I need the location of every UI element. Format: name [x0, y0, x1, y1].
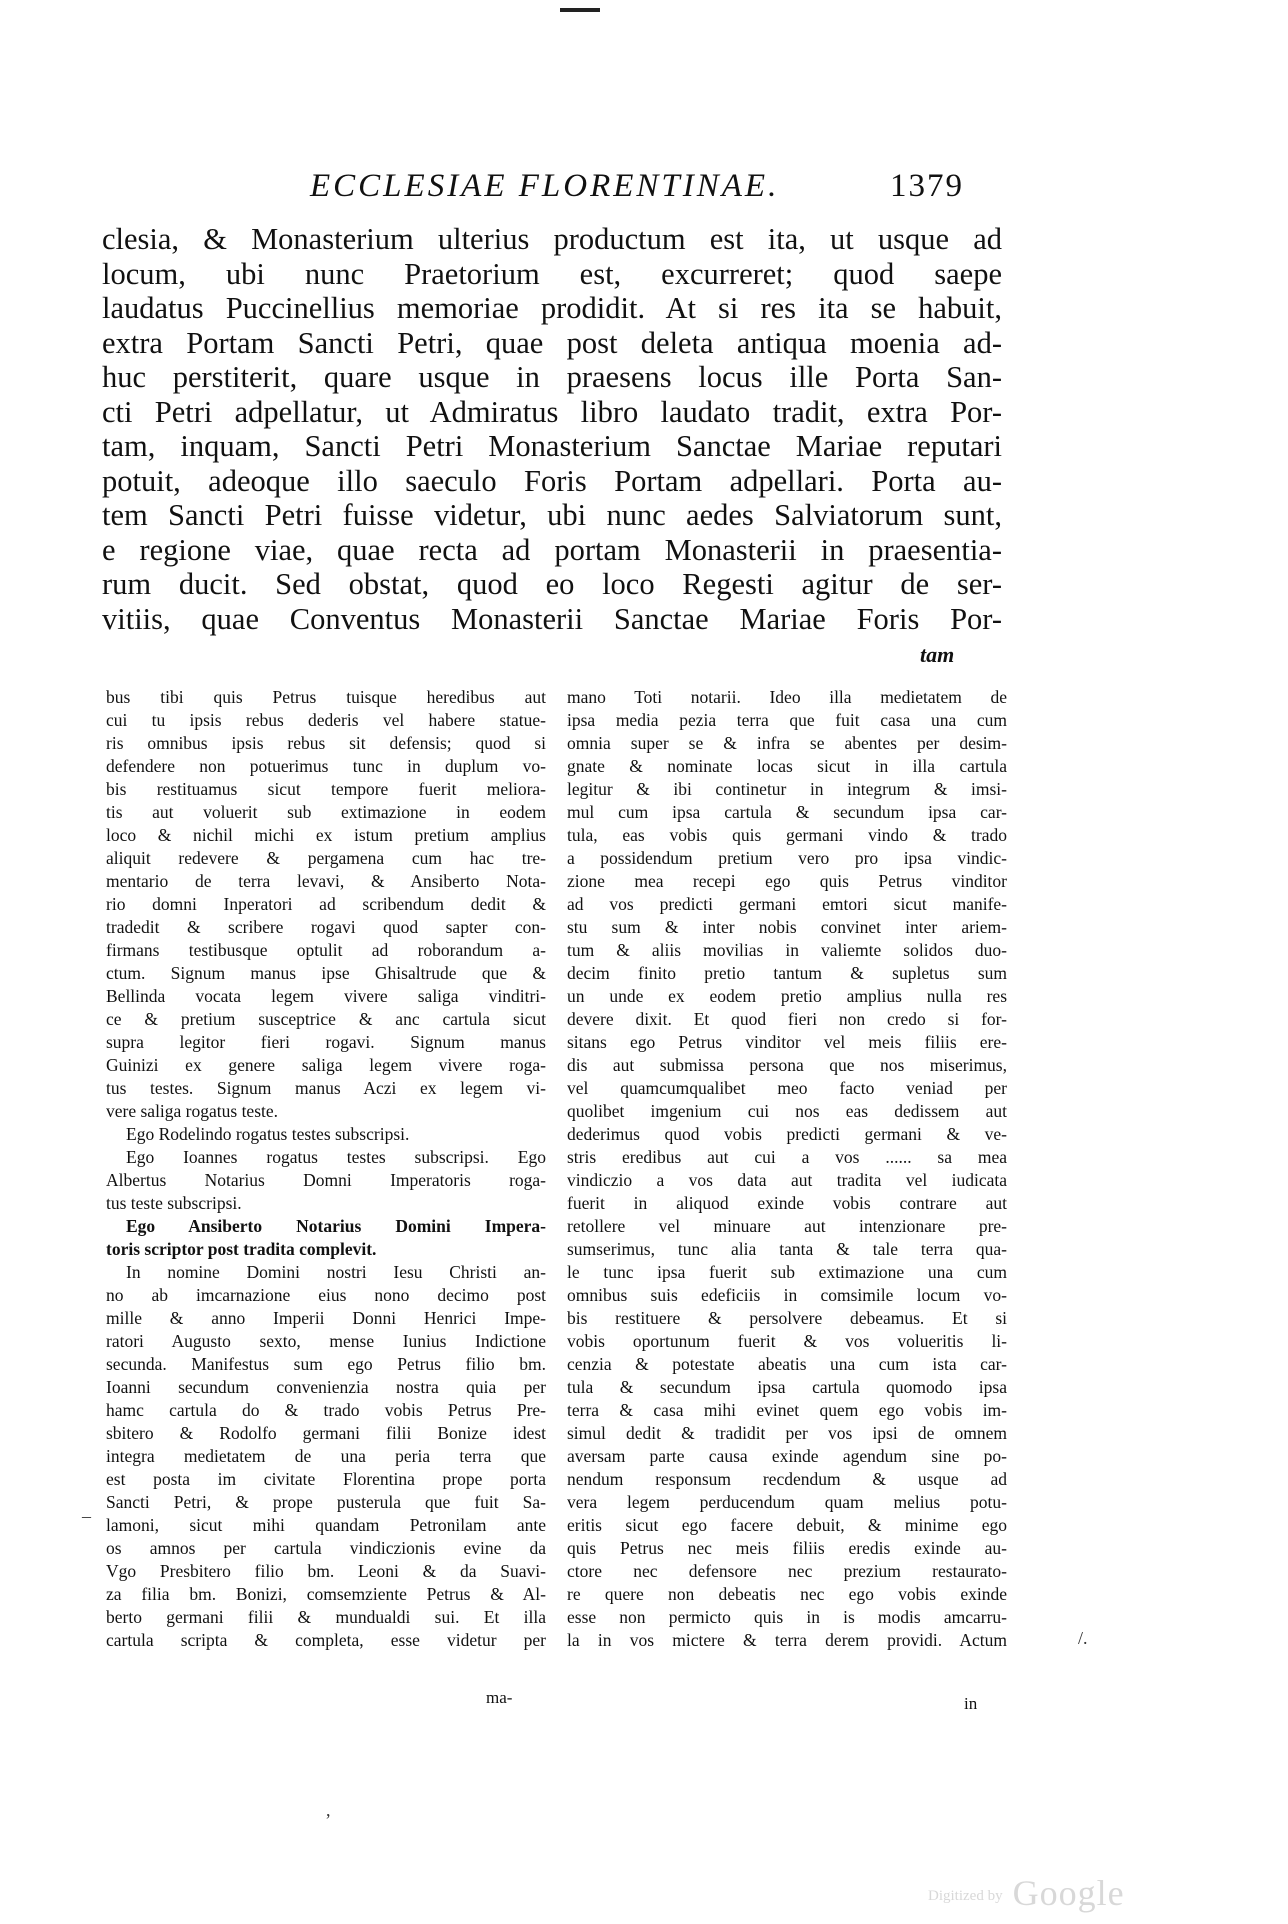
- left-column-line: supra legitor fieri rogavi. Signum manus: [106, 1032, 546, 1052]
- left-column-line: vere saliga rogatus teste.: [106, 1101, 279, 1121]
- right-column-line: quis Petrus nec meis filiis eredis exinde au-: [567, 1538, 1007, 1558]
- left-column-line: mentario de terra levavi, & Ansiberto Nota-: [106, 871, 546, 891]
- left-column-line: mille & anno Imperii Donni Henrici Impe-: [106, 1308, 546, 1328]
- left-column-line: est posta im civitate Florentina prope porta: [106, 1469, 546, 1489]
- right-column-line: terra & casa mihi evinet quem ego vobis im-: [567, 1400, 1007, 1420]
- left-column-line: rio domni Inperatori ad scribendum dedit &: [106, 894, 546, 914]
- right-column-line: omnia super se & infra se abentes per desim-: [567, 733, 1007, 753]
- left-column-line: lamoni, sicut mihi quandam Petronilam ante: [106, 1515, 546, 1535]
- right-column-line: vindiczio a vos data aut tradita vel iudicata: [567, 1170, 1007, 1190]
- left-column-line: Sancti Petri, & prope pusterula que fuit Sa-: [106, 1492, 546, 1512]
- left-column-line: tus teste subscripsi.: [106, 1193, 242, 1213]
- main-text-line: clesia, & Monasterium ulterius productum est ita, ut usque ad: [102, 222, 1002, 256]
- left-column-line: ris omnibus ipsis rebus sit defensis; quod si: [106, 733, 546, 753]
- main-text-line: huc perstiterit, quare usque in praesens locus ille Porta San-: [102, 360, 1002, 394]
- right-column-line: stris eredibus aut cui a vos ...... sa mea: [567, 1147, 1007, 1167]
- page-number: 1379: [890, 168, 964, 204]
- main-text-line: locum, ubi nunc Praetorium est, excurreret; quod saepe: [102, 256, 1002, 291]
- main-catchword: tam: [920, 642, 955, 667]
- right-column-line: sumserimus, tunc alia tanta & tale terra qua-: [567, 1239, 1007, 1259]
- right-column-line: eritis sicut ego facere debuit, & minime ego: [567, 1515, 1007, 1535]
- right-catchword: in: [964, 1694, 978, 1713]
- right-column-line: devere dixit. Et quod fieri non credo si for-: [567, 1009, 1007, 1029]
- left-column-line: tis aut voluerit sub extimazione in eodem: [106, 802, 546, 822]
- right-column-line: mul cum ipsa cartula & secundum ipsa car-: [567, 802, 1007, 822]
- right-column-line: bis restituere & persolvere debeamus. Et si: [567, 1308, 1007, 1328]
- left-column-line: tradedit & scribere rogavi quod sapter con-: [106, 917, 546, 937]
- left-column-line: firmans testibusque optulit ad roborandum a-: [106, 940, 546, 960]
- left-column-line: bis restituamus sicut tempore fuerit meliora-: [106, 779, 546, 799]
- right-column-line: vobis oportunum fuerit & vos volueritis li-: [567, 1331, 1007, 1351]
- right-column-line: omnibus suis edeficiis in comsimile locum vo-: [567, 1285, 1007, 1305]
- header-title: ECCLESIAE FLORENTINAE.: [310, 168, 780, 204]
- right-column-line: fuerit in aliquod exinde vobis contrare aut: [567, 1193, 1007, 1213]
- left-column-line: toris scriptor post tradita complevit.: [106, 1239, 377, 1259]
- main-text-line: tam, inquam, Sancti Petri Monasterium Sanctae Mariae reputari: [102, 429, 1002, 463]
- left-column: [106, 686, 546, 1652]
- main-text-line: extra Portam Sancti Petri, quae post deleta antiqua moenia ad-: [102, 325, 1002, 360]
- right-column-line: stu sum & inter nobis convinet inter ariem-: [567, 917, 1007, 937]
- left-column-line: Guinizi ex genere saliga legem vivere roga-: [106, 1055, 546, 1075]
- left-column-line: no ab imcarnazione eius nono decimo post: [106, 1285, 546, 1305]
- left-column-line: loco & nichil michi ex istum pretium amplius: [106, 825, 546, 845]
- main-text-line: laudatus Puccinellius memoriae prodidit. At si res ita se habuit,: [102, 291, 1002, 325]
- left-column-line: aliquit redevere & pergamena cum hac tre-: [106, 848, 546, 868]
- right-column-line: la in vos mictere & terra derem providi. Actum: [567, 1630, 1007, 1650]
- left-column-line: integra medietatem de una peria terra que: [106, 1446, 546, 1466]
- left-column-line: hamc cartula do & trado vobis Petrus Pre-: [106, 1400, 546, 1420]
- left-column-line: za filia bm. Bonizi, comsemziente Petrus & Al-: [106, 1584, 546, 1604]
- left-column-line: cui tu ipsis rebus dederis vel habere statue-: [106, 710, 546, 730]
- left-column-line: secunda. Manifestus sum ego Petrus filio bm.: [106, 1354, 546, 1374]
- left-column-line: Ego Ansiberto Notarius Domini Impera-: [126, 1216, 546, 1236]
- left-column-line: ratori Augusto sexto, mense Iunius Indictione: [106, 1331, 546, 1351]
- right-column-line: retollere vel minuare aut intenzionare pre-: [567, 1216, 1007, 1236]
- margin-dash-mark: –: [82, 1506, 91, 1526]
- right-column-line: nendum responsum recdendum & usque ad: [567, 1469, 1007, 1489]
- left-column-line: bus tibi quis Petrus tuisque heredibus aut: [106, 687, 546, 707]
- right-column-line: tula & secundum ipsa cartula quomodo ipsa: [567, 1377, 1007, 1397]
- right-column-line: le tunc ipsa fuerit sub extimazione una cum: [567, 1262, 1007, 1282]
- left-column-line: berto germani filii & mundualdi sui. Et illa: [106, 1607, 546, 1627]
- main-text-line: vitiis, quae Conventus Monasterii Sanctae Mariae Foris Por-: [102, 601, 1002, 636]
- right-column-line: vera legem perducendum quam melius potu-: [567, 1492, 1007, 1512]
- right-column-line: quolibet imgenium cui nos eas dedissem aut: [567, 1101, 1007, 1121]
- watermark-brand: Google: [1012, 1873, 1125, 1913]
- digitized-watermark: [928, 1872, 1125, 1914]
- margin-slash-mark: /.: [1078, 1628, 1088, 1648]
- left-column-line: tus testes. Signum manus Aczi ex legem vi-: [106, 1078, 546, 1098]
- right-column-line: aversam parte causa exinde agendum sine po-: [567, 1446, 1007, 1466]
- main-text-line: tem Sancti Petri fuisse videtur, ubi nunc aedes Salviatorum sunt,: [102, 498, 1002, 532]
- right-column-line: gnate & nominate locas sicut in illa cartula: [567, 756, 1007, 776]
- right-column-line: cenzia & potestate abeatis una cum ista car-: [567, 1354, 1007, 1374]
- left-column-line: Vgo Presbitero filio bm. Leoni & da Suavi-: [106, 1561, 546, 1581]
- right-column: [567, 686, 1007, 1652]
- main-text-line: e regione viae, quae recta ad portam Monasterii in praesentia-: [102, 532, 1002, 567]
- running-header: [230, 168, 1010, 216]
- left-column-line: ce & pretium susceptrice & anc cartula sicut: [106, 1009, 546, 1029]
- right-column-line: re quere non debeatis nec ego vobis exinde: [567, 1584, 1007, 1604]
- left-column-line: Ioanni secundum convenienzia nostra quia per: [106, 1377, 546, 1397]
- main-text-line: cti Petri adpellatur, ut Admiratus libro laudato tradit, extra Por-: [102, 394, 1002, 429]
- right-column-line: simul dedit & tradidit per vos ipsi de omnem: [567, 1423, 1007, 1443]
- right-column-line: tum & aliis movilias in valiemte solidos duo-: [567, 940, 1007, 960]
- right-column-line: ad vos predicti germani emtori sicut manife-: [567, 894, 1007, 914]
- bottom-scan-mark: ,: [326, 1800, 331, 1820]
- main-paragraph: [102, 222, 1002, 636]
- right-column-line: esse non permicto quis in is modis amcarru-: [567, 1607, 1007, 1627]
- watermark-prefix: Digitized by: [928, 1888, 1003, 1905]
- right-column-line: dis aut submissa persona que nos miserimus,: [567, 1055, 1007, 1075]
- left-column-line: sbitero & Rodolfo germani filii Bonize idest: [106, 1423, 546, 1443]
- main-text-line: potuit, adeoque illo saeculo Foris Portam adpellari. Porta au-: [102, 463, 1002, 498]
- left-column-line: os amnos per cartula vindiczionis evine da: [106, 1538, 546, 1558]
- right-column-line: ctore nec defensore nec prezium restaurato-: [567, 1561, 1007, 1581]
- right-column-line: tula, eas vobis quis germani vindo & trado: [567, 825, 1007, 845]
- left-column-line: defendere non potuerimus tunc in duplum vo-: [106, 756, 546, 776]
- left-column-line: Bellinda vocata legem vivere saliga vinditri-: [106, 986, 546, 1006]
- left-column-line: cartula scripta & completa, esse videtur per: [106, 1630, 546, 1650]
- right-column-line: un unde ex eodem pretio amplius nulla res: [567, 986, 1007, 1006]
- right-column-line: vel quamcumqualibet meo facto veniad per: [567, 1078, 1007, 1098]
- right-column-line: legitur & ibi continetur in integrum & imsi-: [567, 779, 1007, 799]
- right-column-line: dederimus quod vobis predicti germani & ve-: [567, 1124, 1007, 1144]
- right-column-line: sitans ego Petrus vinditor vel meis filiis ere-: [567, 1032, 1007, 1052]
- right-column-line: zione mea recepi ego quis Petrus vinditor: [567, 871, 1007, 891]
- left-column-line: ctum. Signum manus ipse Ghisaltrude que &: [106, 963, 546, 983]
- right-column-line: mano Toti notarii. Ideo illa medietatem de: [567, 687, 1007, 707]
- top-scan-mark: [560, 8, 600, 12]
- left-column-line: Ego Rodelindo rogatus testes subscripsi.: [126, 1124, 410, 1144]
- left-catchword: ma-: [486, 1688, 513, 1707]
- right-column-line: ipsa media pezia terra que fuit casa una cum: [567, 710, 1007, 730]
- right-column-line: a possidendum pretium vero pro ipsa vindic-: [567, 848, 1007, 868]
- right-column-line: decim finito pretio tantum & supletus sum: [567, 963, 1007, 983]
- left-column-line: Albertus Notarius Domni Imperatoris roga-: [106, 1170, 546, 1190]
- left-column-line: Ego Ioannes rogatus testes subscripsi. Ego: [126, 1147, 546, 1167]
- main-text-line: rum ducit. Sed obstat, quod eo loco Regesti agitur de ser-: [102, 567, 1002, 601]
- left-column-line: In nomine Domini nostri Iesu Christi an-: [126, 1262, 546, 1282]
